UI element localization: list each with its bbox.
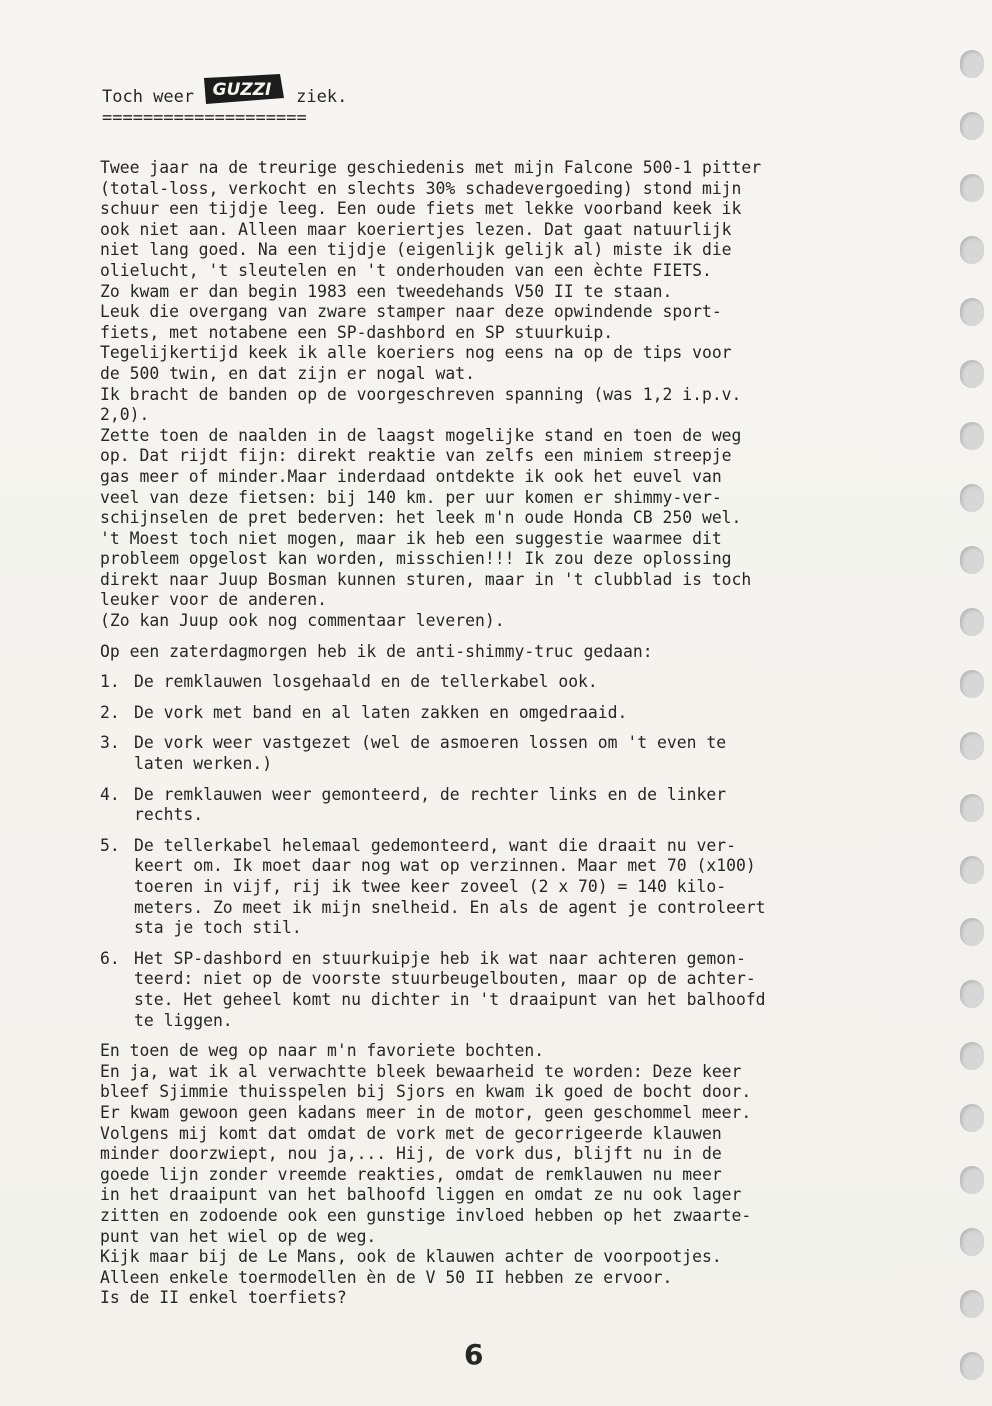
binder-hole (960, 1228, 984, 1256)
text-line: bleef Sjimmie thuisspelen bij Sjors en kwam ik goed de bocht door. (100, 1082, 752, 1102)
text-line: Kijk maar bij de Le Mans, ook de klauwen achter de voorpootjes. (100, 1247, 722, 1267)
list-number: 2. (100, 702, 120, 722)
text-line: (total-loss, verkocht en slechts 30% schadevergoeding) stond mijn (100, 178, 742, 198)
binder-hole (960, 360, 984, 388)
text-line: Zo kwam er dan begin 1983 een tweedehands V50 II te staan. (100, 281, 673, 301)
text-line: En ja, wat ik al verwachtte bleek bewaarheid te worden: Deze keer (100, 1061, 742, 1081)
list-item (100, 703, 920, 724)
binder-hole (960, 484, 984, 512)
text-line: minder doorzwiept, nou ja,... Hij, de vork dus, blijft nu in de (100, 1144, 722, 1164)
list-item (100, 672, 920, 693)
text-line: De vork weer vastgezet (wel de asmoeren lossen om 't even te (134, 733, 727, 753)
list-number: 6. (100, 948, 120, 968)
text-line: sta je toch stil. (134, 918, 302, 938)
text-line: keert om. Ik moet daar nog wat op verzinnen. Maar met 70 (x100) (134, 856, 756, 876)
text-line: Er kwam gewoon geen kadans meer in de motor, geen geschommel meer. (100, 1102, 752, 1122)
binder-hole (960, 1166, 984, 1194)
list-item-text (134, 836, 920, 939)
title-before-logo: Toch weer (102, 87, 195, 107)
text-line: meters. Zo meet ik mijn snelheid. En als de agent je controleert (134, 897, 766, 917)
text-line: teerd: niet op de voorste stuurbeugelbouten, maar op de achter- (134, 969, 756, 989)
text-line: schuur een tijdje leeg. Een oude fiets met lekke voorband keek ik (100, 199, 742, 219)
text-line: rechts. (134, 805, 204, 825)
binder-hole (960, 918, 984, 946)
list-item (100, 733, 920, 774)
text-line: laten werken.) (134, 754, 273, 774)
text-line: De tellerkabel helemaal gedemonteerd, want die draait nu ver- (134, 835, 736, 855)
list-number: 4. (100, 784, 120, 804)
logo-text: GUZZI (212, 80, 272, 100)
page-number: 6 (464, 1338, 484, 1371)
text-line: de 500 twin, en dat zijn er nogal wat. (100, 363, 475, 383)
text-line: (Zo kan Juup ook nog commentaar leveren). (100, 611, 505, 631)
text-line: En toen de weg op naar m'n favoriete bochten. (100, 1041, 545, 1061)
list-item (100, 949, 920, 1031)
binder-hole (960, 112, 984, 140)
binder-hole (960, 174, 984, 202)
text-line: Ik bracht de banden op de voorgeschreven spanning (was 1,2 i.p.v. (100, 384, 742, 404)
text-line: Leuk die overgang van zware stamper naar deze opwindende sport- (100, 302, 722, 322)
text-line: op. Dat rijdt fijn: direkt reaktie van zelfs een miniem streepje (100, 446, 732, 466)
text-line: gas meer of minder.Maar inderdaad ontdekte ik ook het euvel van (100, 466, 722, 486)
text-line: schijnselen de pret bederven: het leek m'n oude Honda CB 250 wel. (100, 508, 742, 528)
binder-hole (960, 422, 984, 450)
binder-holes (960, 40, 986, 1400)
binder-hole (960, 1352, 984, 1380)
binder-hole (960, 546, 984, 574)
binder-hole (960, 980, 984, 1008)
guzzi-logo (198, 72, 286, 106)
text-line: direkt naar Juup Bosman kunnen sturen, maar in 't clubblad is toch (100, 569, 752, 589)
steps-list (100, 672, 920, 1041)
title-after-logo: ziek. (296, 87, 348, 107)
text-line: Het SP-dashbord en stuurkuipje heb ik wat naar achteren gemon- (134, 948, 746, 968)
intro-paragraph (100, 158, 920, 632)
binder-hole (960, 670, 984, 698)
text-line: Volgens mij komt dat omdat de vork met de gecorrigeerde klauwen (100, 1123, 722, 1143)
text-line: ste. Het geheel komt nu dichter in 't draaipunt van het balhoofd (134, 989, 766, 1009)
article-body (100, 158, 920, 1309)
text-line: Zette toen de naalden in de laagst mogelijke stand en toen de weg (100, 425, 742, 445)
binder-hole (960, 298, 984, 326)
binder-hole (960, 1290, 984, 1318)
text-line: veel van deze fietsen: bij 140 km. per uur komen er shimmy-ver- (100, 487, 722, 507)
text-line: punt van het wiel op de weg. (100, 1226, 377, 1246)
list-item (100, 836, 920, 939)
binder-hole (960, 1042, 984, 1070)
text-line: goede lijn zonder vreemde reakties, omdat de remklauwen nu meer (100, 1164, 722, 1184)
text-line: Alleen enkele toermodellen èn de V 50 II hebben ze ervoor. (100, 1267, 673, 1287)
text-line: Tegelijkertijd keek ik alle koeriers nog eens na op de tips voor (100, 343, 732, 363)
text-line: te liggen. (134, 1010, 233, 1030)
list-number: 3. (100, 733, 120, 753)
text-line: niet lang goed. Na een tijdje (eigenlijk gelijk al) miste ik die (100, 240, 732, 260)
list-item-text (134, 949, 920, 1031)
binder-hole (960, 1104, 984, 1132)
steps-intro: Op een zaterdagmorgen heb ik de anti-shimmy-truc gedaan: (100, 641, 653, 661)
binder-hole (960, 236, 984, 264)
text-line: De vork met band en al laten zakken en omgedraaid. (134, 702, 628, 722)
list-item (100, 785, 920, 826)
list-item-text (134, 672, 920, 693)
binder-hole (960, 856, 984, 884)
text-line: 't Moest toch niet mogen, maar ik heb een suggestie waarmee dit (100, 528, 722, 548)
list-item-text (134, 733, 920, 774)
binder-hole (960, 50, 984, 78)
text-line: fiets, met notabene een SP-dashbord en SP stuurkuip. (100, 322, 614, 342)
binder-hole (960, 794, 984, 822)
text-line: Twee jaar na de treurige geschiedenis met mijn Falcone 500-1 pitter (100, 158, 762, 177)
list-number: 1. (100, 672, 120, 692)
text-line: olielucht, 't sleutelen en 't onderhouden van een èchte FIETS. (100, 260, 712, 280)
text-line: Is de II enkel toerfiets? (100, 1288, 347, 1308)
text-line: toeren in vijf, rij ik twee keer zoveel (2 x 70) = 140 kilo- (134, 877, 727, 896)
text-line: leuker voor de anderen. (100, 590, 327, 610)
binder-hole (960, 732, 984, 760)
text-line: De remklauwen losgehaald en de tellerkabel ook. (134, 672, 598, 692)
text-line: in het draaipunt van het balhoofd liggen en omdat ze nu ook lager (100, 1185, 742, 1205)
list-item-text (134, 703, 920, 724)
binder-hole (960, 608, 984, 636)
title-underline: ==================== (102, 108, 307, 128)
closing-paragraph (100, 1041, 920, 1309)
list-number: 5. (100, 835, 120, 855)
list-item-text (134, 785, 920, 826)
text-line: probleem opgelost kan worden, misschien!!! Ik zou deze oplossing (100, 549, 732, 569)
text-line: De remklauwen weer gemonteerd, de rechter links en de linker (134, 784, 727, 804)
text-line: ook niet aan. Alleen maar koeriertjes lezen. Dat gaat natuurlijk (100, 219, 732, 239)
text-line: 2,0). (100, 405, 150, 425)
text-line: zitten en zodoende ook een gunstige invloed hebben op het zwaarte- (100, 1205, 752, 1225)
